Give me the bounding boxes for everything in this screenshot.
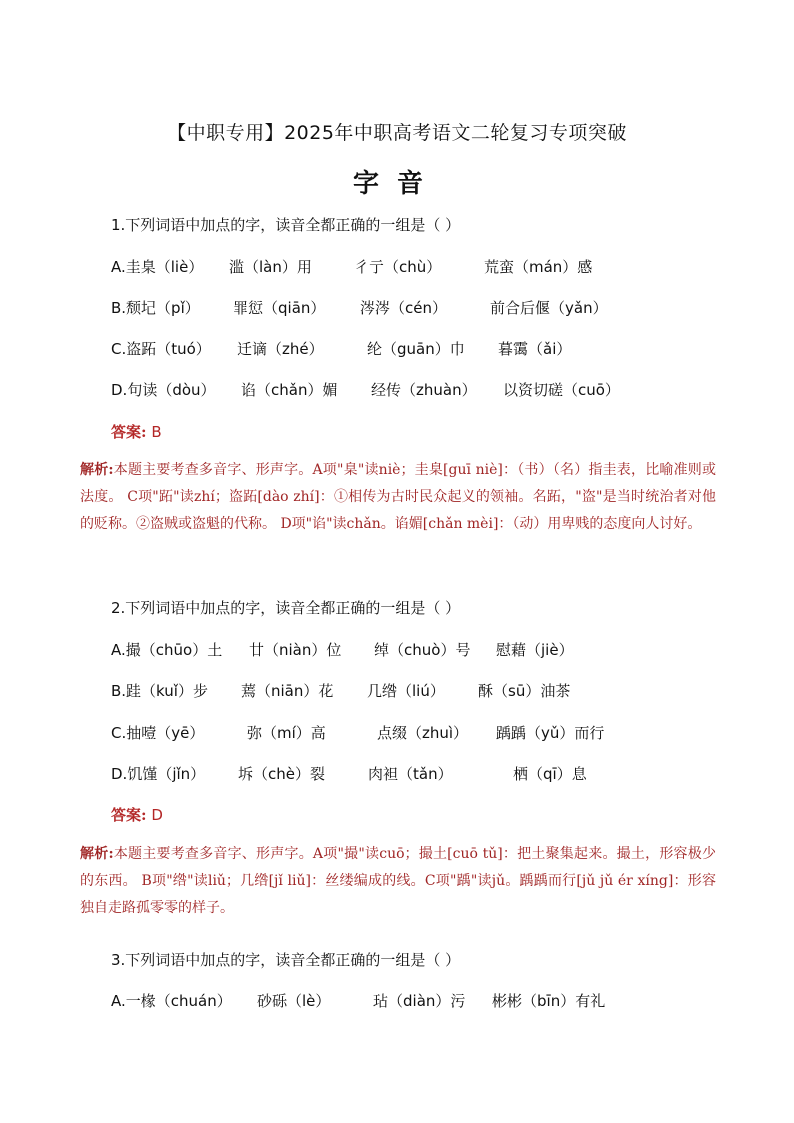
- option-term: 纶（guān）巾: [367, 340, 465, 358]
- option-term: 彳亍（chù）: [354, 258, 442, 276]
- option-term: C.抽噎（yē）: [111, 724, 205, 742]
- option-term: 栖（qī）息: [513, 765, 587, 783]
- option-term: 砂砾（lè）: [257, 992, 331, 1010]
- question-2-answer: [111, 804, 163, 825]
- option-term: 绰（chuò）号: [374, 641, 471, 659]
- question-2-option-b: [111, 680, 570, 701]
- question-2-explanation: [80, 841, 716, 922]
- question-1-explanation: [80, 457, 716, 538]
- option-term: 玷（diàn）污: [373, 992, 466, 1010]
- question-1-option-b: [111, 297, 608, 318]
- option-term: 慰藉（jiè）: [496, 641, 574, 659]
- document-title: 【中职专用】2025年中职高考语文二轮复习专项突破: [167, 122, 627, 144]
- explanation-label: 解析:: [80, 846, 114, 862]
- answer-value: B: [151, 423, 162, 441]
- option-term: 点缀（zhuì）: [377, 724, 469, 742]
- option-term: 踽踽（yǔ）而行: [496, 724, 605, 742]
- explanation-label: 解析:: [80, 462, 114, 478]
- option-term: D.饥馑（jǐn）: [111, 765, 206, 783]
- option-term: 以资切磋（cuō）: [503, 381, 620, 399]
- explanation-text: 本题主要考查多音字、形声字。A项"撮"读cuō；撮土[cuō tǔ]：把土聚集起来。撮土，形容极少的东西。 B项"绺"读liǔ；几绺[jǐ liǔ]：丝缕编成的线。C项"踽"读jǔ。踽踽而行[jǔ jǔ ér xíng]：形容独自走路孤零零的样子。: [80, 846, 716, 916]
- option-term: 前合后偃（yǎn）: [490, 299, 608, 317]
- option-term: 酥（sū）油茶: [478, 682, 571, 700]
- question-2-stem: 2.下列词语中加点的字，读音全都正确的一组是（ ）: [111, 599, 461, 617]
- answer-label: 答案:: [111, 806, 147, 824]
- answer-label: 答案:: [111, 423, 147, 441]
- option-term: A.撮（chūo）土: [111, 641, 223, 659]
- option-term: 罪愆（qiān）: [233, 299, 326, 317]
- question-3-option-a: [111, 990, 605, 1011]
- document-subtitle: 字音: [352, 169, 441, 199]
- option-term: 滥（làn）用: [229, 258, 312, 276]
- question-1-option-d: [111, 379, 620, 400]
- option-term: 廿（niàn）位: [249, 641, 342, 659]
- question-1-stem: 1.下列词语中加点的字，读音全都正确的一组是（ ）: [111, 216, 461, 234]
- question-3-stem: 3.下列词语中加点的字，读音全都正确的一组是（ ）: [111, 951, 461, 969]
- option-term: A.圭臬（liè）: [111, 258, 204, 276]
- question-2-option-c: [111, 722, 604, 743]
- option-term: 弥（mí）高: [247, 724, 326, 742]
- option-term: 暮霭（ǎi）: [498, 340, 572, 358]
- option-term: 蔫（niān）花: [241, 682, 334, 700]
- option-term: 几绺（liú）: [367, 682, 445, 700]
- option-term: 彬彬（bīn）有礼: [492, 992, 606, 1010]
- option-term: B.跬（kuǐ）步: [111, 682, 208, 700]
- option-term: 迁谪（zhé）: [237, 340, 324, 358]
- option-term: 肉袒（tǎn）: [368, 765, 453, 783]
- question-1-answer: [111, 421, 162, 442]
- option-term: D.句读（dòu）: [111, 381, 216, 399]
- option-term: B.颓圮（pǐ）: [111, 299, 200, 317]
- option-term: A.一椽（chuán）: [111, 992, 232, 1010]
- question-2-option-a: [111, 639, 574, 660]
- question-1-option-a: [111, 256, 592, 277]
- option-term: C.盗跖（tuó）: [111, 340, 211, 358]
- option-term: 涔涔（cén）: [360, 299, 447, 317]
- explanation-text: 本题主要考查多音字、形声字。A项"臬"读niè；圭臬[guī niè]：（书）（名）指圭表，比喻准则或法度。 C项"跖"读zhí；盗跖[dào zhí]：①相传为古时民众起义的领袖。名跖，"盗"是当时统治者对他的贬称。②盗贼或盗魁的代称。 D项"谄"读chǎn。谄媚[chǎn mèi]：（动）用卑贱的态度向人讨好。: [80, 462, 716, 532]
- option-term: 坼（chè）裂: [238, 765, 325, 783]
- option-term: 经传（zhuàn）: [371, 381, 477, 399]
- answer-value: D: [151, 806, 163, 824]
- option-term: 荒蛮（mán）感: [484, 258, 593, 276]
- option-term: 谄（chǎn）媚: [241, 381, 338, 399]
- question-2-option-d: [111, 763, 587, 784]
- question-1-option-c: [111, 338, 571, 359]
